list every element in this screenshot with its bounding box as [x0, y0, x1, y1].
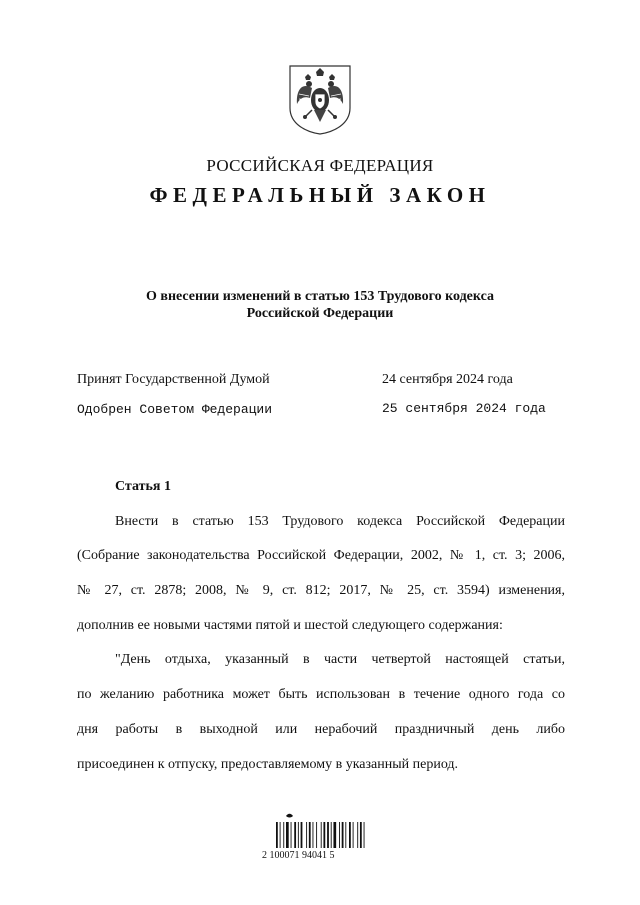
law-title-line-1: О внесении изменений в статью 153 Трудового кодекса: [146, 289, 494, 304]
article-text-line: присоединен к отпуску, предоставляемому в указанный период.: [77, 757, 459, 772]
article-text-line: "День отдыха, указанный в части четвертой настоящей статьи,: [115, 652, 565, 667]
law-type-heading: ФЕДЕРАЛЬНЫЙ ЗАКОН: [149, 183, 491, 207]
article-text-line: Внести в статью 153 Трудового кодекса Российской Федерации: [115, 514, 565, 529]
article-heading: Статья 1: [115, 479, 171, 494]
duma-adoption-date: 24 сентября 2024 года: [382, 372, 513, 387]
law-title: [60, 288, 580, 322]
law-title-line-2: Российской Федерации: [246, 306, 394, 321]
article-text-line: № 27, ст. 2878; 2008, № 9, ст. 812; 2017, № 25, ст. 3594) изменения,: [77, 583, 565, 598]
barcode-number: 2 100071 94041 5: [262, 850, 335, 861]
council-approval-label: Одобрен Советом Федерации: [77, 402, 273, 417]
country-name: РОССИЙСКАЯ ФЕДЕРАЦИЯ: [206, 156, 434, 175]
duma-adoption-label: Принят Государственной Думой: [77, 372, 270, 387]
article-text-line: по желанию работника может быть использован в течение одного года со: [77, 687, 565, 702]
article-text-line: дополнив ее новыми частями пятой и шестой следующего содержания:: [77, 618, 503, 633]
double-headed-eagle-emblem-icon: [288, 64, 352, 136]
article-text-line: (Собрание законодательства Российской Федерации, 2002, № 1, ст. 3; 2006,: [77, 548, 565, 563]
council-approval-date: 25 сентября 2024 года: [382, 401, 546, 416]
article-text-line: дня работы в выходной или нерабочий праздничный день либо: [77, 722, 565, 737]
